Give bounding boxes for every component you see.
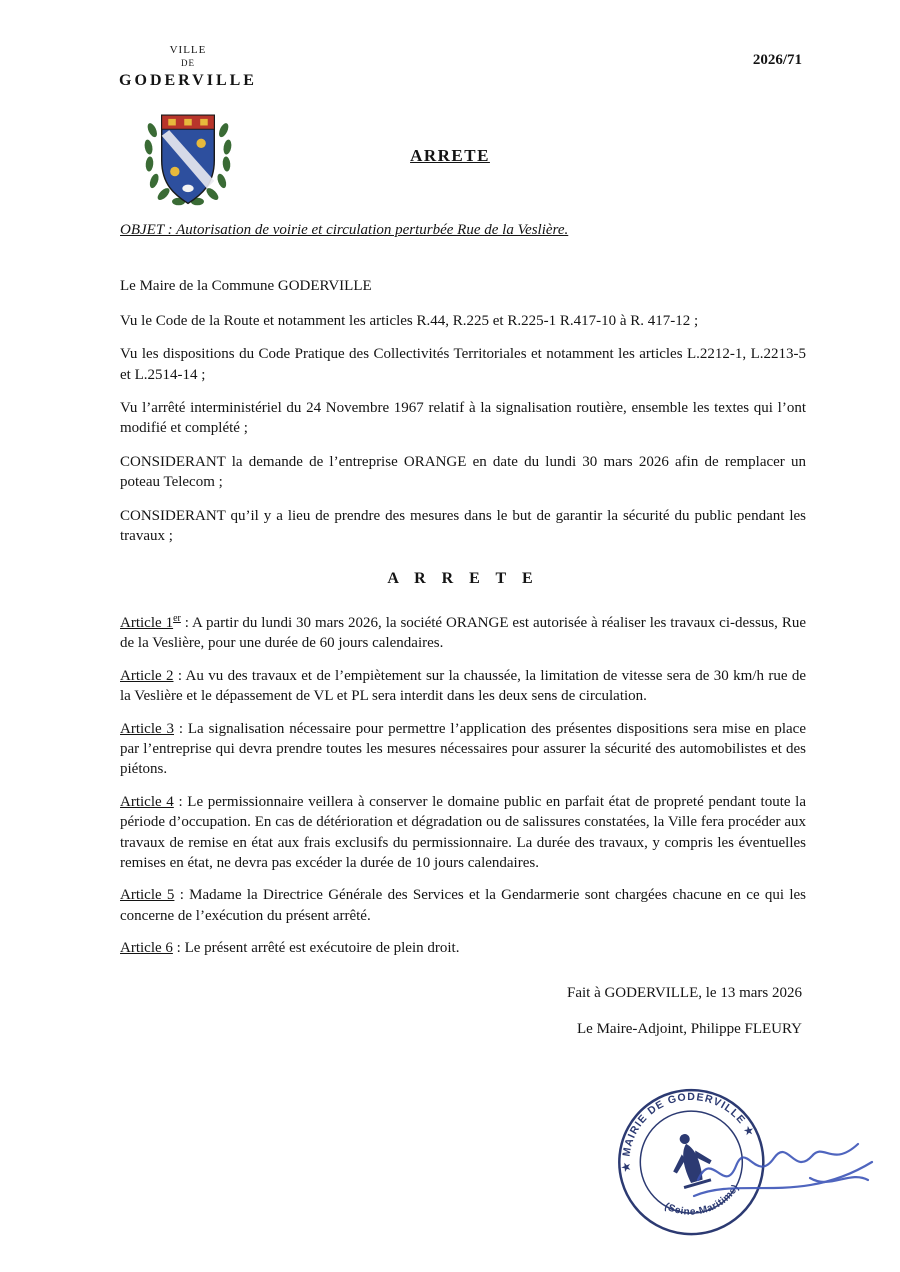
city-name-block bbox=[118, 44, 258, 91]
recital-paragraph: Vu les dispositions du Code Pratique des Collectivités Territoriales et notamment les articles L.2212-1, L.2213-5 et L.2514-14 ; bbox=[120, 346, 806, 383]
article-paragraph-2 bbox=[120, 666, 806, 707]
article-label: Article 2 bbox=[120, 667, 174, 684]
signature-scrawl bbox=[690, 1118, 885, 1223]
article-label: Article 5 bbox=[120, 887, 175, 904]
article-text: : Au vu des travaux et de l’empiètement sur la chaussée, la limitation de vitesse sera de 30 km/h rue de la Veslière et le dépassement de VL et PL sera interdit dans les deux sens de circulation. bbox=[120, 667, 806, 705]
document-number: 2026/71 bbox=[752, 52, 802, 68]
stamp-top-text: ★ MAIRIE DE GODERVILLE ★ bbox=[620, 1091, 757, 1173]
article-label: Article 4 bbox=[120, 793, 174, 810]
article-text: : La signalisation nécessaire pour permettre l’application des présentes dispositions sera mise en place par l’entreprise qui devra prendre toutes les mesures nécessaires pour assurer la sécurité des automobilistes et des piétons. bbox=[120, 720, 806, 778]
intro-line: Le Maire de la Commune GODERVILLE bbox=[120, 278, 372, 295]
signatory-line: Le Maire-Adjoint, Philippe FLEURY bbox=[577, 1020, 802, 1037]
place-date-line: Fait à GODERVILLE, le 13 mars 2026 bbox=[566, 984, 802, 1001]
article-text: : A partir du lundi 30 mars 2026, la société ORANGE est autorisée à réaliser les travaux ci-dessus, Rue de la Veslière, pour une durée de 60 jours calendaires. bbox=[120, 615, 806, 652]
document-body bbox=[120, 220, 806, 1055]
recital-paragraph: CONSIDERANT qu’il y a lieu de prendre des mesures dans le but de garantir la sécurité du public pendant les travaux ; bbox=[120, 507, 806, 544]
article-label: Article 1 bbox=[120, 615, 174, 632]
article-paragraph-6 bbox=[120, 938, 806, 958]
recital-paragraph: Vu l’arrêté interministériel du 24 Novembre 1967 relatif à la signalisation routière, ensemble les textes qui l’ont modifié et complété ; bbox=[120, 399, 806, 437]
article-text: : Le présent arrêté est exécutoire de plein droit. bbox=[172, 940, 460, 957]
article-label-sup: er bbox=[173, 613, 181, 625]
article-paragraph-1 bbox=[120, 612, 806, 654]
section-title: A R R E T E bbox=[387, 570, 539, 588]
city-name-line1: VILLE bbox=[169, 44, 207, 56]
article-text: : Le permissionnaire veillera à conserver le domaine public en parfait état de propreté pendant toute la période d’occupation. En cas de détérioration et dégradation ou de salissures constatées, la Ville fera procéder aux travaux de remise en état aux frais exclusifs du permissionnaire. La durée des travaux, y compris les éventuelles remises en état, ne devra pas excéder la durée de 10 jours calendaires. bbox=[120, 793, 806, 871]
recital-paragraph: Vu le Code de la Route et notamment les articles R.44, R.225 et R.225-1 R.417-10 à R. 417-12 ; bbox=[120, 312, 699, 329]
article-paragraph-3 bbox=[120, 719, 806, 780]
article-label: Article 3 bbox=[120, 720, 175, 737]
city-name-line2: DE bbox=[181, 57, 195, 68]
city-name-line3: GODERVILLE bbox=[119, 72, 257, 89]
article-text: : Madame la Directrice Générale des Services et la Gendarmerie sont chargées chacune en ce qui les concerne de l’exécution du présent arrêté. bbox=[120, 887, 806, 924]
subject-line: OBJET : Autorisation de voirie et circulation perturbée Rue de la Veslière. bbox=[120, 222, 569, 238]
document-title bbox=[0, 146, 900, 166]
article-paragraph-5 bbox=[120, 885, 806, 926]
document-title-text: ARRETE bbox=[410, 146, 490, 165]
closing-block bbox=[120, 983, 806, 1040]
stamp-bottom-text: (Seine-Maritime) bbox=[662, 1182, 742, 1218]
article-paragraph-4 bbox=[120, 792, 806, 874]
recital-paragraph: CONSIDERANT la demande de l’entreprise ORANGE en date du lundi 30 mars 2026 afin de remplacer un poteau Telecom ; bbox=[120, 453, 806, 491]
article-label: Article 6 bbox=[120, 940, 173, 957]
